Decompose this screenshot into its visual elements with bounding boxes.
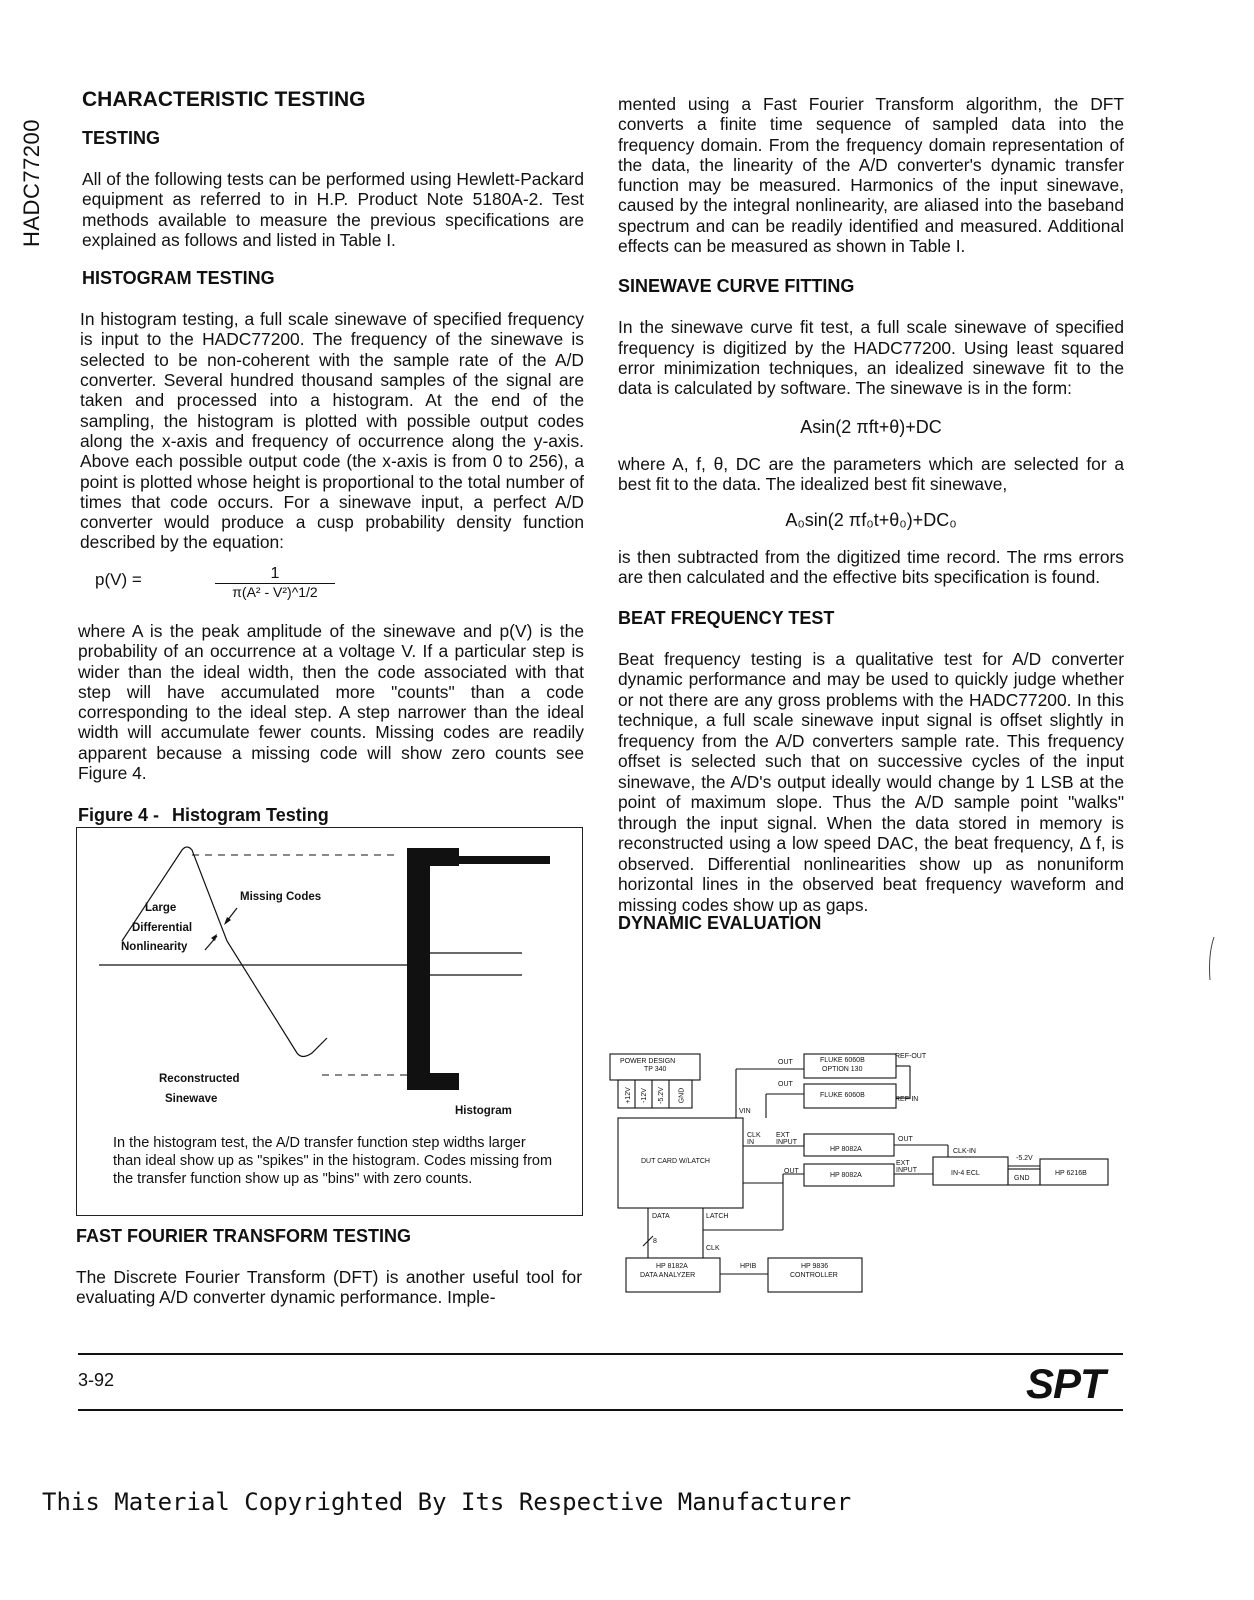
beat-paragraph: Beat frequency testing is a qualitative test for A/D converter dynamic performance and may be used to quickly judge whether or not there are any gross problems with the HADC77200. In this technique, a full scale sinewave input signal is offset slightly in frequency from the A/D converters sample rate. This frequency offset is selected such that on successive cycles of the input sinewave, the A/D's output ideally would change by 1 LSB at the point of maximum slope. Thus the A/D sample point "walks" through the input signal. When the data stored in memory is reconstructed using a low speed DAC, the beat frequency, Δ f, is observed. Differential nonlinearities show up as nonuniform horizontal lines in the observed beat frequency waveform and missing codes show up as gaps.	[618, 648, 1124, 915]
page-title: CHARACTERISTIC TESTING	[82, 88, 366, 111]
histogram-shape	[407, 848, 459, 1090]
page-number: 3-92	[78, 1370, 115, 1390]
missing-codes-arrowhead	[224, 917, 231, 925]
diag-clk: CLK	[706, 1245, 720, 1252]
diag-data-analyzer: DATA ANALYZER	[640, 1272, 696, 1279]
dynamic-heading: DYNAMIC EVALUATION	[618, 913, 822, 934]
diag-ext-input1: EXT INPUT	[776, 1132, 797, 1146]
histogram-heading: HISTOGRAM TESTING	[82, 268, 275, 289]
diag-hp8082a-1: HP 8082A	[830, 1146, 862, 1153]
where2-paragraph: where A, f, θ, DC are the parameters which are selected for a best fit to the data. The idealized best fit sinewave,	[618, 453, 1124, 494]
reconstructed-label: Reconstructed	[159, 1073, 240, 1085]
large-label: Large	[145, 902, 177, 914]
diag-vin: VIN	[739, 1108, 751, 1115]
diag-hp6216b: HP 6216B	[1055, 1170, 1087, 1177]
diagram-lines	[608, 1048, 1128, 1298]
diag-tp340: TP 340	[644, 1066, 667, 1073]
diag-out4: OUT	[784, 1168, 799, 1175]
diag-clk-in2: CLK-IN	[953, 1148, 976, 1155]
diag-hp9836: HP 9836	[801, 1263, 829, 1270]
dynamic-evaluation-diagram	[608, 1048, 1128, 1298]
sinewave-equation: Asin(2 πft+θ)+DC	[800, 416, 942, 437]
diag-option: OPTION 130	[822, 1066, 863, 1073]
subtract-paragraph: is then subtracted from the digitized time record. The rms errors are then calculated and the effective bits specification is found.	[618, 547, 1124, 588]
equation-denominator: π(A² - V²)^1/2	[232, 584, 318, 600]
diag-eight: 8	[653, 1238, 657, 1245]
equation-lhs: p(V) =	[95, 570, 142, 589]
diag-out3: OUT	[898, 1136, 913, 1143]
fft-paragraph: The Discrete Fourier Transform (DFT) is another useful tool for evaluating A/D converter dynamic performance. Imple-	[76, 1267, 582, 1308]
diag-fluke1: FLUKE 6060B	[820, 1057, 865, 1064]
sinewave-heading: SINEWAVE CURVE FITTING	[618, 276, 855, 297]
sinewave-label: Sinewave	[165, 1093, 218, 1105]
testing-paragraph: All of the following tests can be performed using Hewlett-Packard equipment as referred to in H.P. Product Note 5180A-2. Test methods available to measure the previous specifications are explained as follows and listed in Table I.	[82, 169, 584, 250]
histogram-label: Histogram	[455, 1105, 512, 1117]
diag-hp8182a: HP 8182A	[656, 1263, 688, 1270]
figure-title: Histogram Testing	[172, 805, 329, 826]
diag-ref-in: REF-IN	[895, 1096, 919, 1103]
diag-out2: OUT	[778, 1081, 793, 1088]
diag-clk-in: CLK IN	[747, 1132, 761, 1146]
side-tab-label: HADC77200	[19, 118, 44, 248]
diag-in4ecl: IN-4 ECL	[951, 1170, 980, 1177]
missing-codes-label: Missing Codes	[240, 891, 322, 903]
margin-mark	[1200, 935, 1220, 985]
copyright-notice: This Material Copyrighted By Its Respective Manufacturer	[42, 1488, 852, 1516]
fft-section	[76, 1226, 582, 1308]
nonlinearity-label: Nonlinearity	[121, 941, 188, 953]
differential-label: Differential	[132, 922, 193, 934]
diag-power-design: POWER DESIGN	[620, 1058, 676, 1065]
diag-dut: DUT CARD W/LATCH	[641, 1158, 710, 1165]
side-tab	[12, 118, 52, 248]
diag-m12v: -12V	[640, 1088, 648, 1103]
diag-gnd: GND	[678, 1087, 686, 1104]
diag-hpib: HPIB	[740, 1263, 757, 1270]
footer-bottom-rule	[78, 1409, 1123, 1411]
diag-gnd2: GND	[1014, 1175, 1030, 1182]
fft-continued-paragraph: mented using a Fast Fourier Transform algorithm, the DFT converts a finite time sequence of sampled data into the frequency domain. From the frequency domain representation of the data, the linearity of the A/D converter's dynamic transfer function may be measured. Harmonics of the input sinewave, caused by the integral nonlinearity, are aliased into the baseband spectrum and can be readily identified and measured. Additional effects can be measured as shown in Table I.	[618, 94, 1124, 257]
figure-4-box	[76, 827, 583, 1216]
diag-p12v: +12V	[624, 1087, 632, 1104]
histogram-figure	[77, 828, 582, 1128]
footer-top-rule	[78, 1353, 1123, 1355]
diag-m52v: -5.2V	[657, 1087, 665, 1104]
left-column-lower	[78, 621, 584, 826]
right-column	[618, 94, 1124, 934]
histogram-paragraph: In histogram testing, a full scale sinewave of specified frequency is input to the HADC77200. The frequency of the sinewave is selected to be non-coherent with the sample rate of the A/D converter. Several hundred thousand samples of the signal are taken and processed into a histogram. At the end of the sampling, the histogram is plotted with possible output codes along the x-axis and frequency of occurrence along the y-axis. Above each possible output code (the x-axis is from 0 to 256), a point is plotted whose height is proportional to the total number of times that code occurs. For a sinewave input, a perfect A/D converter would produce a cusp probability density function described by the equation:	[80, 309, 584, 553]
figure-heading	[78, 805, 584, 826]
left-column	[78, 88, 584, 553]
beat-heading: BEAT FREQUENCY TEST	[618, 607, 835, 628]
fft-heading: FAST FOURIER TRANSFORM TESTING	[76, 1226, 411, 1246]
spt-logo: SPT	[1026, 1360, 1105, 1407]
diag-latch: LATCH	[706, 1213, 729, 1220]
figure-label: Figure 4 -	[78, 805, 160, 826]
fit-equation: A₀sin(2 πf₀t+θ₀)+DC₀	[785, 510, 957, 531]
diag-ref-out: REF-OUT	[895, 1053, 927, 1060]
diag-ext-input2: EXT INPUT	[896, 1160, 917, 1174]
diag-out1: OUT	[778, 1059, 793, 1066]
diag-data: DATA	[652, 1213, 670, 1220]
testing-heading: TESTING	[82, 128, 161, 148]
diag-fluke2: FLUKE 6060B	[820, 1092, 865, 1099]
diag-controller: CONTROLLER	[790, 1272, 838, 1279]
equation-fraction	[215, 566, 335, 599]
figure-caption: In the histogram test, the A/D transfer function step widths larger than ideal show up as "spikes" in the histogram. Codes missing from the transfer function show up as "bins" with zero counts.	[113, 1135, 553, 1187]
sinewave-paragraph: In the sinewave curve fit test, a full scale sinewave of specified frequency is digitized by the HADC77200. Using least squared error minimization techniques, an idealized sinewave fit to the data is calculated by software. The sinewave is in the form:	[618, 317, 1124, 399]
diag-m52v-b: -5.2V	[1016, 1155, 1033, 1162]
equation-numerator: 1	[270, 565, 280, 582]
histogram-top-bar	[430, 856, 550, 864]
diag-hp8082a-2: HP 8082A	[830, 1172, 862, 1179]
where-paragraph: where A is the peak amplitude of the sinewave and p(V) is the probability of an occurrence at a voltage V. If a particular step is wider than the ideal width, then the code associated with that step will have accumulated more "counts" than a code corresponding to the ideal step. A step narrower than the ideal width will accumulate fewer counts. Missing codes are readily apparent because a missing code will show zero counts see Figure 4.	[78, 621, 584, 784]
